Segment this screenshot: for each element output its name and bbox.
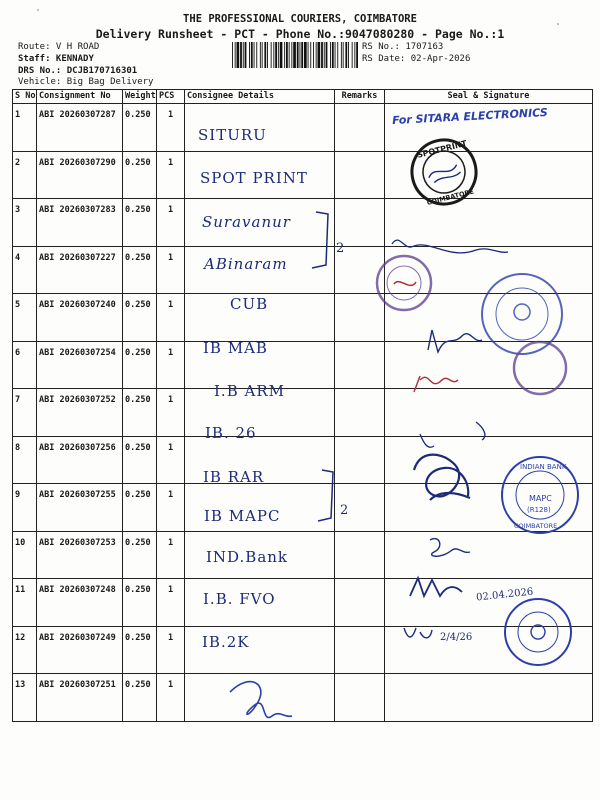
- cell-consignment: ABI 20260307254: [37, 341, 123, 389]
- cell-consignment: ABI 20260307249: [37, 626, 123, 674]
- barcode-bar: [335, 42, 336, 68]
- table-row: [13, 436, 593, 484]
- cell-sno: 1: [13, 104, 37, 152]
- route-label: Route: V H ROAD: [18, 42, 100, 52]
- cell-weight: 0.250: [123, 341, 157, 389]
- cell-remarks: [335, 579, 385, 627]
- cell-remarks: [335, 246, 385, 294]
- barcode-bar: [354, 42, 355, 68]
- barcode-bar: [254, 42, 255, 68]
- group-mark-2: 2: [340, 503, 349, 518]
- barcode-bar: [273, 42, 274, 68]
- cell-weight: 0.250: [123, 579, 157, 627]
- cell-remarks: [335, 199, 385, 247]
- cell-consignment: ABI 20260307252: [37, 389, 123, 437]
- cell-remarks: [335, 484, 385, 532]
- barcode-bar: [293, 42, 296, 68]
- barcode-bar: [267, 42, 268, 68]
- header-sno: S No: [13, 90, 37, 104]
- cell-remarks: [335, 151, 385, 199]
- vehicle-label: Vehicle: Big Bag Delivery: [18, 77, 154, 87]
- barcode-bar: [341, 42, 342, 68]
- table-header-row: [13, 90, 593, 104]
- cell-remarks: [335, 294, 385, 342]
- cell-consignee: [185, 674, 335, 722]
- barcode-bar: [337, 42, 338, 68]
- cell-remarks: [335, 341, 385, 389]
- table-row: [13, 579, 593, 627]
- handwritten-name: IB. 26: [205, 424, 257, 442]
- cell-sno: 9: [13, 484, 37, 532]
- company-title: THE PROFESSIONAL COURIERS, COIMBATORE: [183, 13, 417, 25]
- handwritten-name: IND.Bank: [206, 548, 289, 566]
- handwritten-name: Suravanur: [202, 213, 291, 231]
- barcode-bar: [251, 42, 253, 68]
- signature-date-short: 2/4/26: [440, 632, 473, 643]
- cell-weight: 0.250: [123, 199, 157, 247]
- barcode-bar: [313, 42, 314, 68]
- cell-consignment: ABI 20260307256: [37, 436, 123, 484]
- cell-weight: 0.250: [123, 389, 157, 437]
- seal-text-bottom: COIMBATORE: [426, 187, 475, 207]
- cell-consignment: ABI 20260307290: [37, 151, 123, 199]
- barcode-bar: [330, 42, 331, 68]
- barcode-bar: [262, 42, 263, 68]
- handwritten-name: I.B. FVO: [203, 590, 276, 608]
- cell-sno: 10: [13, 531, 37, 579]
- barcode-bar: [304, 42, 307, 68]
- header-weight: Weight: [123, 90, 157, 104]
- cell-weight: 0.250: [123, 151, 157, 199]
- table-row: [13, 104, 593, 152]
- barcode-bar: [245, 42, 247, 68]
- cell-seal: [385, 104, 593, 152]
- barcode-bar: [243, 42, 244, 68]
- signature-date: 02.04.2026: [475, 586, 534, 604]
- barcode-bar: [271, 42, 272, 68]
- cell-consignment: ABI 20260307255: [37, 484, 123, 532]
- barcode-bar: [275, 42, 277, 68]
- cell-seal: [385, 389, 593, 437]
- cell-sno: 3: [13, 199, 37, 247]
- barcode-bar: [310, 42, 311, 68]
- bank-seal-top: INDIAN BANK: [520, 463, 567, 471]
- barcode-bar: [264, 42, 266, 68]
- cell-pcs: 1: [157, 104, 185, 152]
- cell-consignment: ABI 20260307240: [37, 294, 123, 342]
- bank-seal-mapc: MAPC: [529, 494, 552, 503]
- cell-sno: 6: [13, 341, 37, 389]
- bank-seal-city: COIMBATORE: [514, 522, 558, 530]
- cell-remarks: [335, 389, 385, 437]
- barcode-bar: [297, 42, 299, 68]
- barcode-bar: [237, 42, 240, 68]
- table-row: [13, 246, 593, 294]
- cell-weight: 0.250: [123, 674, 157, 722]
- barcode-bar: [291, 42, 292, 68]
- barcode-bar: [240, 42, 242, 68]
- cell-sno: 11: [13, 579, 37, 627]
- cell-pcs: 1: [157, 294, 185, 342]
- sitara-stamp: For SITARA ELECTRONICS: [391, 105, 549, 128]
- cell-sno: 8: [13, 436, 37, 484]
- cell-remarks: [335, 531, 385, 579]
- cell-remarks: [335, 104, 385, 152]
- cell-seal: [385, 626, 593, 674]
- cell-pcs: 1: [157, 151, 185, 199]
- handwritten-name: IB.2K: [202, 633, 250, 651]
- seal-text-top: SPOTPRINT: [416, 138, 468, 160]
- cell-seal: [385, 674, 593, 722]
- barcode-bar: [343, 42, 344, 68]
- header-pcs: PCS: [157, 90, 185, 104]
- table-row: [13, 199, 593, 247]
- cell-sno: 7: [13, 389, 37, 437]
- barcode-bar: [280, 42, 283, 68]
- handwritten-name: I.B ARM: [214, 382, 285, 400]
- cell-seal: [385, 579, 593, 627]
- handwritten-name: IB MAB: [203, 339, 268, 357]
- cell-pcs: 1: [157, 199, 185, 247]
- table-row: [13, 626, 593, 674]
- barcode-bar: [318, 42, 321, 68]
- cell-remarks: [335, 626, 385, 674]
- handwritten-name: SPOT PRINT: [200, 169, 308, 187]
- barcode-bar: [256, 42, 257, 68]
- cell-pcs: 1: [157, 579, 185, 627]
- barcode-bar: [321, 42, 323, 68]
- header-remarks: Remarks: [335, 90, 385, 104]
- barcode-bar: [352, 42, 353, 68]
- cell-pcs: 1: [157, 484, 185, 532]
- header-consignee: Consignee Details: [185, 90, 335, 104]
- cell-seal: [385, 199, 593, 247]
- handwritten-name: ABinaram: [204, 255, 288, 273]
- runsheet-title: Delivery Runsheet - PCT - Phone No.:9047080280 - Page No.:1: [95, 27, 505, 41]
- barcode-bar: [278, 42, 279, 68]
- cell-seal: [385, 341, 593, 389]
- table-row: [13, 531, 593, 579]
- cell-sno: 5: [13, 294, 37, 342]
- barcode-bar: [289, 42, 290, 68]
- header-seal: Seal & Signature: [385, 90, 593, 104]
- barcode-bar: [286, 42, 288, 68]
- cell-pcs: 1: [157, 436, 185, 484]
- table-row: [13, 674, 593, 722]
- barcode-bar: [356, 42, 358, 68]
- cell-seal: [385, 436, 593, 484]
- handwritten-name: IB RAR: [203, 468, 265, 486]
- barcode-bar: [326, 42, 328, 68]
- rs-number: RS No.: 1707163: [362, 42, 444, 52]
- cell-sno: 4: [13, 246, 37, 294]
- header-consignment: Consignment No: [37, 90, 123, 104]
- cell-weight: 0.250: [123, 246, 157, 294]
- barcode-bar: [249, 42, 250, 68]
- cell-remarks: [335, 674, 385, 722]
- barcode-bar: [324, 42, 325, 68]
- cell-seal: [385, 484, 593, 532]
- handwritten-name: CUB: [230, 295, 269, 313]
- cell-seal: [385, 531, 593, 579]
- table-row: [13, 389, 593, 437]
- scan-speck: [37, 9, 39, 11]
- table-row: [13, 341, 593, 389]
- cell-consignment: ABI 20260307253: [37, 531, 123, 579]
- cell-consignment: ABI 20260307283: [37, 199, 123, 247]
- barcode-bar: [316, 42, 317, 68]
- cell-sno: 13: [13, 674, 37, 722]
- cell-pcs: 1: [157, 389, 185, 437]
- handwritten-name: IB MAPC: [204, 507, 281, 525]
- cell-seal: [385, 151, 593, 199]
- group-mark-1: 2: [336, 241, 345, 256]
- cell-weight: 0.250: [123, 294, 157, 342]
- cell-pcs: 1: [157, 626, 185, 674]
- cell-pcs: 1: [157, 341, 185, 389]
- rs-date: RS Date: 02-Apr-2026: [362, 54, 471, 64]
- cell-weight: 0.250: [123, 436, 157, 484]
- cell-weight: 0.250: [123, 626, 157, 674]
- cell-consignment: ABI 20260307248: [37, 579, 123, 627]
- cell-weight: 0.250: [123, 104, 157, 152]
- handwritten-name: SITURU: [198, 126, 267, 144]
- table-row: [13, 294, 593, 342]
- barcode-bar: [300, 42, 301, 68]
- cell-pcs: 1: [157, 531, 185, 579]
- barcode: [232, 42, 358, 68]
- barcode-bar: [235, 42, 236, 68]
- barcode-bar: [345, 42, 347, 68]
- staff-label: Staff: KENNADY: [18, 54, 94, 64]
- table-row: [13, 484, 593, 532]
- cell-consignment: ABI 20260307251: [37, 674, 123, 722]
- cell-seal: [385, 246, 593, 294]
- cell-remarks: [335, 436, 385, 484]
- barcode-bar: [308, 42, 309, 68]
- barcode-bar: [301, 42, 303, 68]
- barcode-bar: [284, 42, 285, 68]
- barcode-bar: [332, 42, 334, 68]
- cell-pcs: 1: [157, 246, 185, 294]
- barcode-bar: [260, 42, 261, 68]
- cell-weight: 0.250: [123, 484, 157, 532]
- cell-consignment: ABI 20260307227: [37, 246, 123, 294]
- cell-seal: [385, 294, 593, 342]
- cell-sno: 12: [13, 626, 37, 674]
- cell-pcs: 1: [157, 674, 185, 722]
- drs-label: DRS No.: DCJB170716301: [18, 66, 138, 76]
- barcode-bar: [348, 42, 349, 68]
- bank-seal-code: (R128): [527, 506, 551, 514]
- barcode-bar: [232, 42, 233, 68]
- cell-weight: 0.250: [123, 531, 157, 579]
- cell-sno: 2: [13, 151, 37, 199]
- cell-consignment: ABI 20260307287: [37, 104, 123, 152]
